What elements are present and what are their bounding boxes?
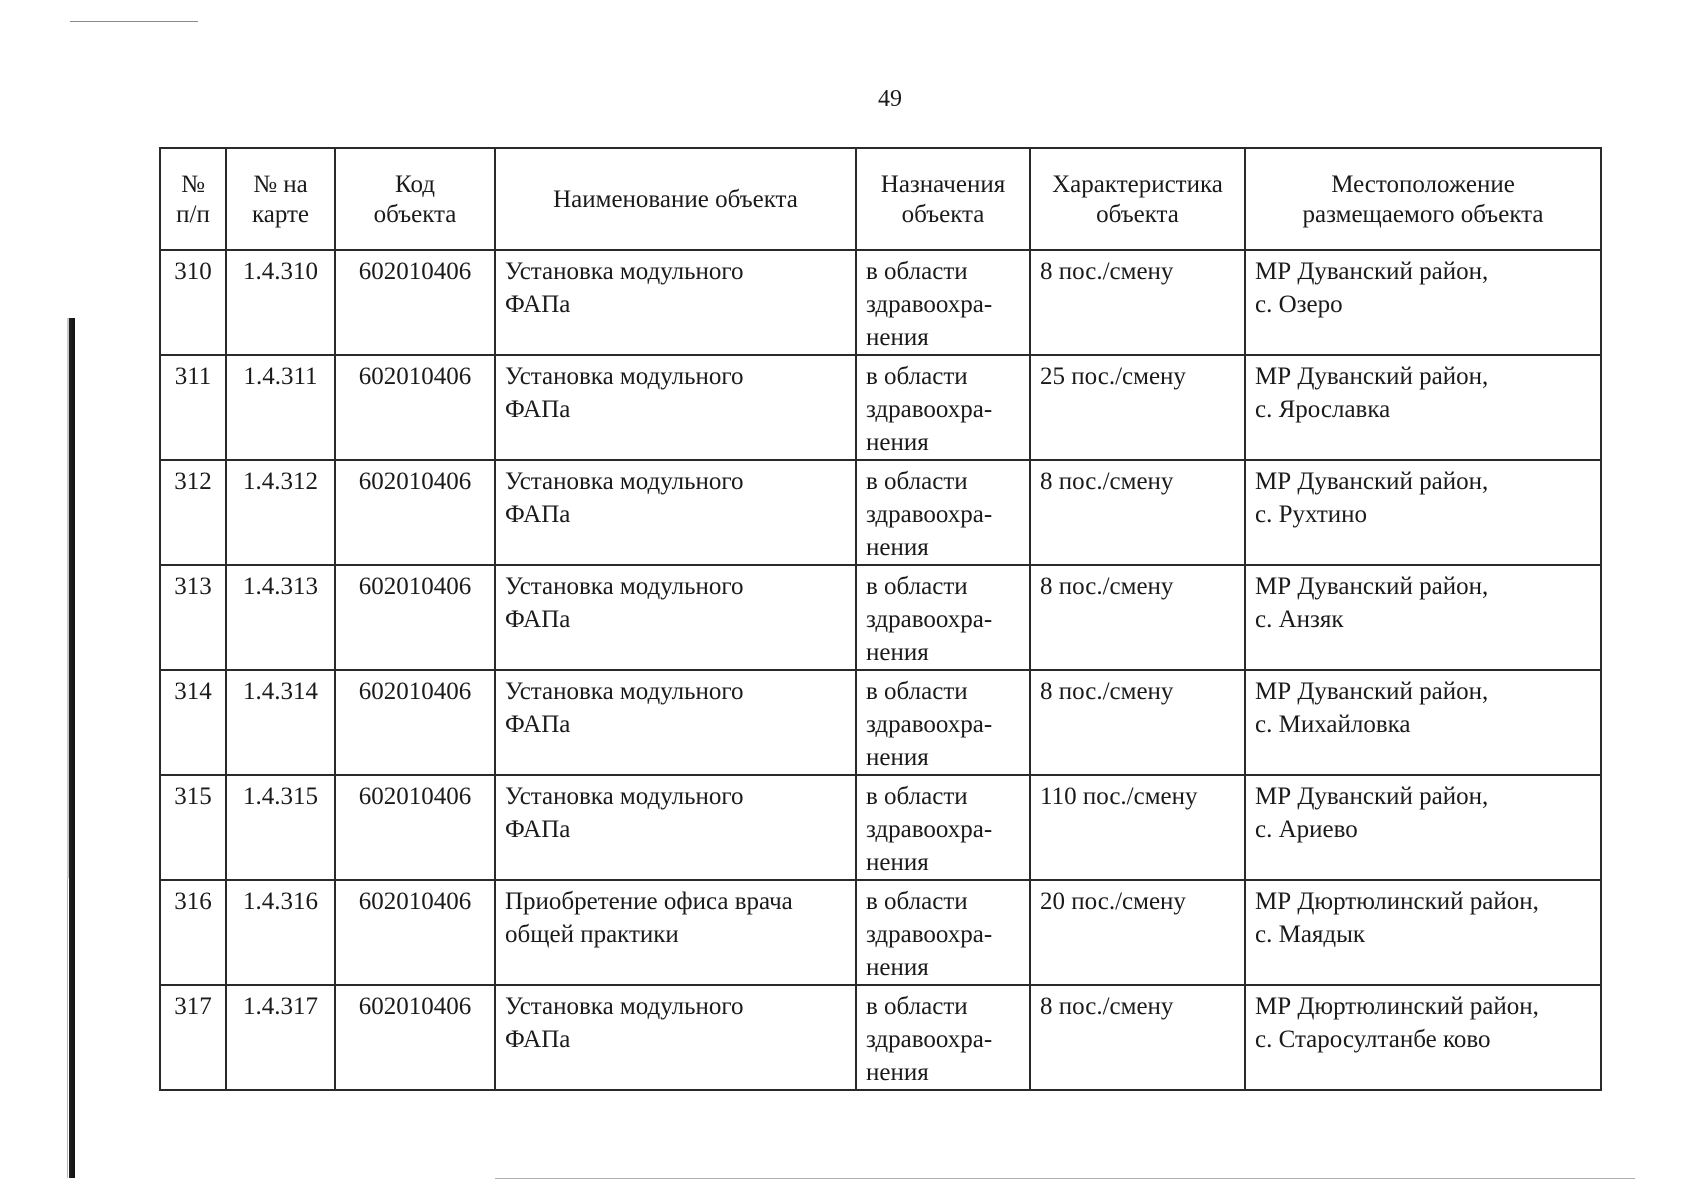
row-map-number: 1.4.317 [226,985,335,1090]
row-object-location: МР Дуванский район, с. Ариево [1245,775,1601,880]
header-object-name: Наименование объекта [495,148,856,250]
row-object-characteristic: 8 пос./смену [1030,565,1245,670]
row-object-characteristic: 8 пос./смену [1030,460,1245,565]
row-object-name: Установка модульного ФАПа [495,250,856,355]
row-object-location: МР Дуванский район, с. Михайловка [1245,670,1601,775]
row-object-characteristic: 20 пос./смену [1030,880,1245,985]
row-object-purpose: в области здравоохра- нения [856,565,1030,670]
table-row [160,565,1601,670]
row-object-name: Установка модульного ФАПа [495,460,856,565]
row-object-location: МР Дуванский район, с. Анзяк [1245,565,1601,670]
table-row [160,250,1601,355]
row-num: 310 [160,250,226,355]
row-num: 314 [160,670,226,775]
header-object-location: Местоположение размещаемого объекта [1245,148,1601,250]
row-map-number: 1.4.313 [226,565,335,670]
row-map-number: 1.4.316 [226,880,335,985]
row-object-location: МР Дуванский район, с. Ярославка [1245,355,1601,460]
row-object-purpose: в области здравоохра- нения [856,985,1030,1090]
row-map-number: 1.4.310 [226,250,335,355]
row-object-characteristic: 8 пос./смену [1030,250,1245,355]
row-object-purpose: в области здравоохра- нения [856,250,1030,355]
row-object-name: Установка модульного ФАПа [495,565,856,670]
row-object-code: 602010406 [335,775,495,880]
row-object-location: МР Дюртюлинский район, с. Маядык [1245,880,1601,985]
row-object-name: Приобретение офиса врача общей практики [495,880,856,985]
row-object-code: 602010406 [335,250,495,355]
row-object-characteristic: 8 пос./смену [1030,670,1245,775]
row-num: 317 [160,985,226,1090]
table-row [160,880,1601,985]
row-object-code: 602010406 [335,355,495,460]
table-row [160,775,1601,880]
header-num: № п/п [160,148,226,250]
table-row [160,460,1601,565]
scan-artifact-top-line [70,21,198,22]
row-object-purpose: в области здравоохра- нения [856,460,1030,565]
row-object-location: МР Дюртюлинский район, с. Старосултанбе ково [1245,985,1601,1090]
table-row [160,985,1601,1090]
row-object-purpose: в области здравоохра- нения [856,880,1030,985]
row-object-name: Установка модульного ФАПа [495,670,856,775]
header-object-purpose: Назначения объекта [856,148,1030,250]
row-object-code: 602010406 [335,985,495,1090]
row-object-purpose: в области здравоохра- нения [856,670,1030,775]
row-object-characteristic: 110 пос./смену [1030,775,1245,880]
row-map-number: 1.4.314 [226,670,335,775]
row-num: 311 [160,355,226,460]
objects-table [159,147,1602,1091]
row-map-number: 1.4.315 [226,775,335,880]
row-num: 315 [160,775,226,880]
page-number: 49 [878,86,902,112]
table-row [160,355,1601,460]
row-object-characteristic: 25 пос./смену [1030,355,1245,460]
scan-artifact-bottom-line [495,1178,1635,1179]
header-object-code: Код объекта [335,148,495,250]
scan-artifact-left-bar [67,318,75,1178]
row-num: 312 [160,460,226,565]
row-object-purpose: в области здравоохра- нения [856,355,1030,460]
row-object-characteristic: 8 пос./смену [1030,985,1245,1090]
row-object-code: 602010406 [335,565,495,670]
row-object-location: МР Дуванский район, с. Озеро [1245,250,1601,355]
row-map-number: 1.4.312 [226,460,335,565]
table-header-row [160,148,1601,250]
row-object-code: 602010406 [335,670,495,775]
row-object-code: 602010406 [335,460,495,565]
row-object-code: 602010406 [335,880,495,985]
row-object-name: Установка модульного ФАПа [495,775,856,880]
row-num: 316 [160,880,226,985]
table-row [160,670,1601,775]
row-map-number: 1.4.311 [226,355,335,460]
row-object-name: Установка модульного ФАПа [495,985,856,1090]
header-map-number: № на карте [226,148,335,250]
header-object-characteristic: Характеристика объекта [1030,148,1245,250]
row-object-purpose: в области здравоохра- нения [856,775,1030,880]
row-object-location: МР Дуванский район, с. Рухтино [1245,460,1601,565]
row-object-name: Установка модульного ФАПа [495,355,856,460]
row-num: 313 [160,565,226,670]
